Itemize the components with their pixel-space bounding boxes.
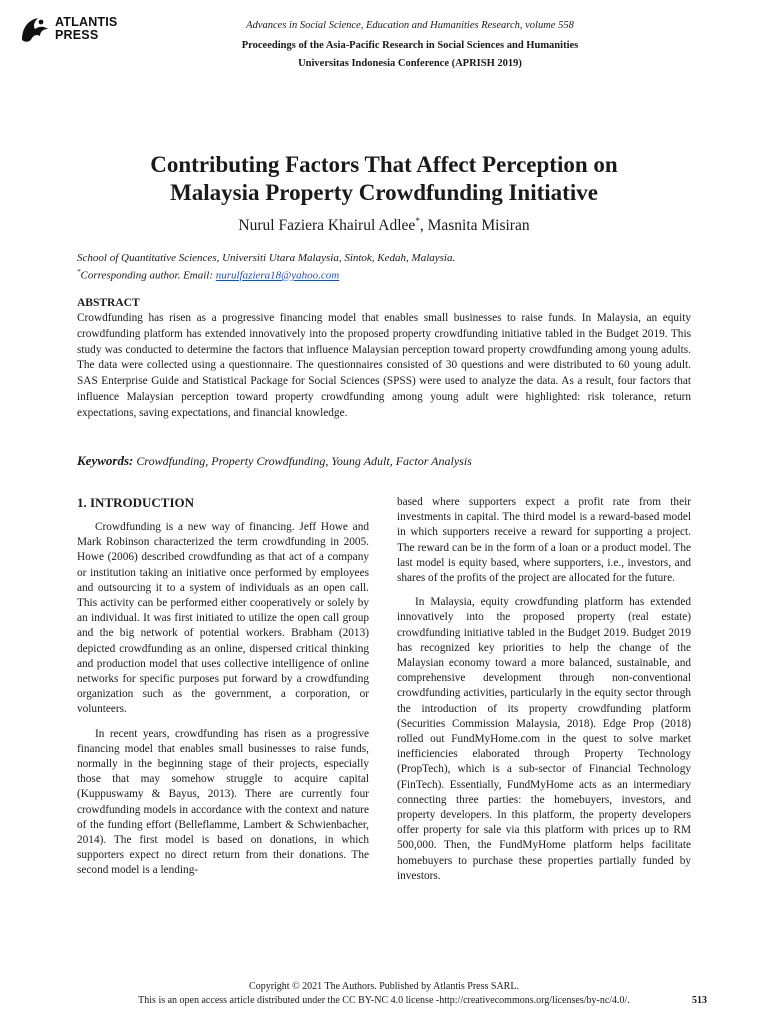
- footer-license: This is an open access article distributed under the CC BY-NC 4.0 license -http://creativecommons.org/licenses/by-nc/4.0/.: [138, 995, 630, 1006]
- logo-line-2: PRESS: [55, 28, 99, 42]
- corresponding-note-mark: *: [77, 268, 81, 276]
- intro-paragraph-3: based where supporters expect a profit rate from their investments in capital. The third model is a reward-based model in which supporters receive a reward for supporting a project. The reward can be in the form of a loan or a product model. The last model is equity based, where supporters, i.e., investors, and shares of the profits of the project are allocated for the future.: [397, 496, 691, 585]
- keywords: [77, 453, 472, 469]
- journal-header: Advances in Social Science, Education and Humanities Research, volume 558: [246, 20, 574, 31]
- corresponding-mark: *: [415, 216, 420, 226]
- email-link[interactable]: nurulfaziera18@yahoo.com: [215, 269, 340, 282]
- right-column: [397, 495, 691, 893]
- atlantis-press-emblem-icon: [18, 14, 52, 48]
- paper-title: [60, 151, 708, 207]
- proceedings-header: Proceedings of the Asia-Pacific Research in Social Sciences and Humanities: [241, 40, 579, 51]
- corresponding-author: [77, 265, 455, 283]
- abstract-heading: ABSTRACT: [77, 297, 140, 309]
- author-1: Nurul Faziera Khairul Adlee: [238, 217, 416, 235]
- abstract-text: Crowdfunding has risen as a progressive financing model that enables small businesses to raise funds. In Malaysia, an equity crowdfunding platform has extended innovatively into the proposed property crowdfunding initiative tabled in the Budget 2019. This study was conducted to determine the factors that influence Malaysian perception toward property crowdfunding among young adults. The data were collected using a questionnaire. The questionnaires consisted of 30 questions and were distributed to 60 young adult. SAS Enterprise Guide and Statistical Package for Social Sciences (SPSS) were used to analyze the data. As a result, four factors that influence Malaysian perception toward property crowdfunding among young adult were highlighted: risk tolerance, return expectations, saving expectations, and financial knowledge.: [77, 312, 691, 419]
- keywords-text: Crowdfunding, Property Crowdfunding, Young Adult, Factor Analysis: [136, 454, 472, 468]
- page-number: 513: [692, 995, 707, 1006]
- left-column: [77, 495, 369, 888]
- logo-line-1: ATLANTIS: [55, 15, 118, 29]
- author-2: , Masnita Misiran: [419, 217, 530, 235]
- affiliation: [77, 251, 455, 283]
- paper-title-line-2: Malaysia Property Crowdfunding Initiative: [170, 180, 598, 205]
- footer-copyright: Copyright © 2021 The Authors. Published by Atlantis Press SARL.: [249, 981, 519, 992]
- section-heading-introduction: 1. INTRODUCTION: [77, 495, 195, 510]
- intro-paragraph-4: In Malaysia, equity crowdfunding platform has extended innovatively into the proposed property (real estate) crowdfunding initiative tabled in the Budget 2019. Budget 2019 has recognized key priorities to help the change of the Malaysian economy toward a more balanced, sustainable, and comprehensive development through non-conventional crowdfunding activities, particularly in the equity sector through the introduction of its property crowdfunding platform (Securities Commission Malaysia, 2018). Edge Prop (2018) rolled out FundMyHome.com in the quest to solve market inefficiencies elaborated through Property Technology (PropTech), which is a sub-sector of Financial Technology (FinTech). Essentially, FundMyHome acts as an intermediary connecting three parties: the homebuyers, investors, and property developers. In this platform, the property developers offer property for sale via this platform with prices up to RM 500,000. Then, the FundMyHome platform helps facilitate homebuyers to purchase these properties partially funded by investors.: [397, 596, 691, 882]
- authors: [60, 216, 708, 235]
- paper-title-line-1: Contributing Factors That Affect Perception on: [150, 152, 618, 177]
- conference-header: Universitas Indonesia Conference (APRISH 2019): [298, 58, 522, 69]
- keywords-label: Keywords:: [77, 453, 134, 468]
- school-affiliation: School of Quantitative Sciences, Universiti Utara Malaysia, Sintok, Kedah, Malaysia.: [77, 252, 456, 264]
- corresponding-label: Corresponding author. Email:: [80, 269, 216, 282]
- intro-paragraph-2: In recent years, crowdfunding has risen as a progressive financing model that enables small businesses to raise funds, normally in the beginning stage of their projects, especially those that may somehow struggle to acquire capital (Kuppuswamy & Bayus, 2013). There are currently four crowdfunding models in accordance with the context and nature of the funding effort (Belleflamme, Lambert & Schwienbacher, 2014). The first model is based on donations, in which supporters expect no direct return from their donations. The second model is a lending-: [77, 727, 369, 877]
- intro-paragraph-1: Crowdfunding is a new way of financing. Jeff Howe and Mark Robinson characterized the term crowdfunding in 2005. Howe (2006) described crowdfunding as that act of a company or institution taking an initiative once performed by employees and outsourcing it to a system of individuals as an open call. This activity can be performed either cooperatively or solely by an individual. It was first initiated to utilize the open call group and the big network of potential workers. Brabham (2013) depicted crowdfunding as an online, dispersed critical thinking and production model that uses collective intelligence of online networks for specific purposes put forward by a crowdfunding organization such as the government, a corporation, or volunteers.: [77, 521, 369, 716]
